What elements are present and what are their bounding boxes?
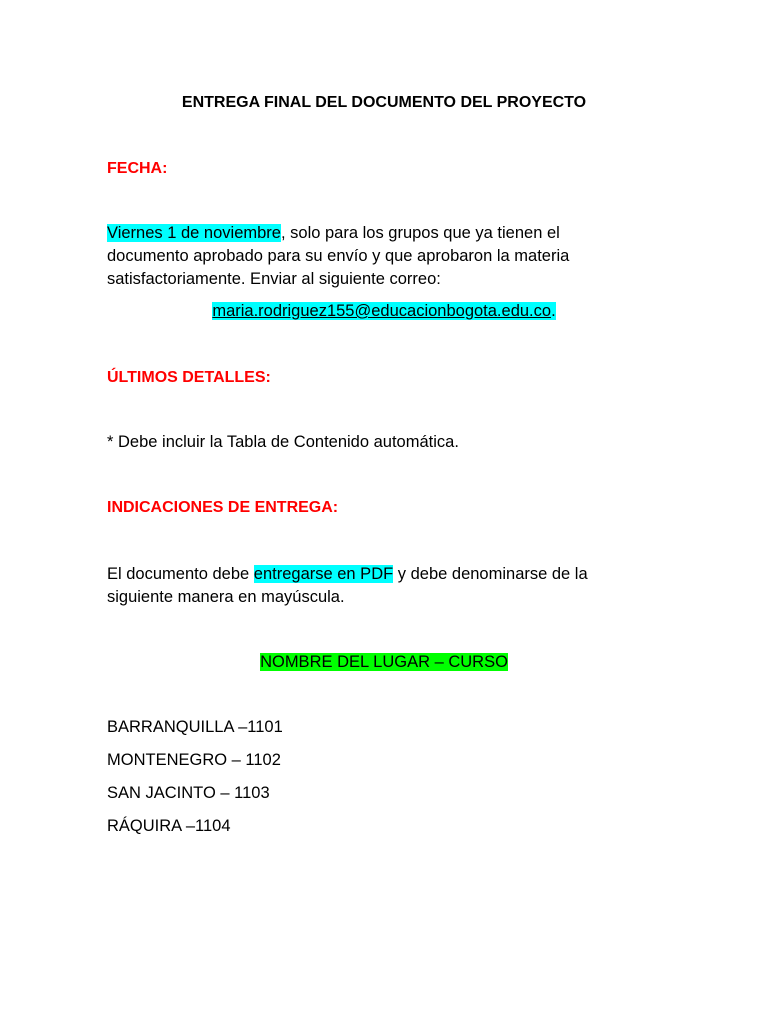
fecha-line-1-rest: , solo para los grupos que ya tienen el	[280, 224, 560, 242]
curso-item: RÁQUIRA –1104	[107, 817, 231, 835]
fecha-paragraph-line-1	[107, 222, 560, 244]
entrega-line-1-pre: El documento debe	[107, 565, 254, 583]
email-link[interactable]: maria.rodriguez155@educacionbogota.edu.co	[212, 302, 552, 320]
detalles-item: * Debe incluir la Tabla de Contenido automática.	[107, 433, 459, 451]
email-suffix: .	[551, 302, 556, 320]
entrega-line-1-post: y debe denominarse de la	[393, 565, 588, 583]
detalles-heading: ÚLTIMOS DETALLES:	[107, 369, 271, 386]
fecha-heading: FECHA:	[107, 160, 168, 177]
entrega-pdf-highlight: entregarse en PDF	[253, 565, 394, 583]
fecha-paragraph-line-3: satisfactoriamente. Enviar al siguiente correo:	[107, 270, 441, 288]
document-title: ENTREGA FINAL DEL DOCUMENTO DEL PROYECTO	[181, 94, 587, 111]
fecha-date-highlight: Viernes 1 de noviembre	[107, 224, 281, 242]
email-line	[0, 300, 768, 322]
entrega-paragraph-line-2: siguiente manera en mayúscula.	[107, 588, 345, 606]
fecha-paragraph-line-2: documento aprobado para su envío y que aprobaron la materia	[107, 247, 570, 265]
format-line	[0, 651, 768, 673]
curso-item: MONTENEGRO – 1102	[107, 751, 281, 769]
entrega-heading: INDICACIONES DE ENTREGA:	[107, 499, 339, 516]
entrega-paragraph-line-1	[107, 563, 588, 585]
curso-item: SAN JACINTO – 1103	[107, 784, 270, 802]
curso-item: BARRANQUILLA –1101	[107, 718, 283, 736]
format-highlight: NOMBRE DEL LUGAR – CURSO	[260, 653, 508, 671]
